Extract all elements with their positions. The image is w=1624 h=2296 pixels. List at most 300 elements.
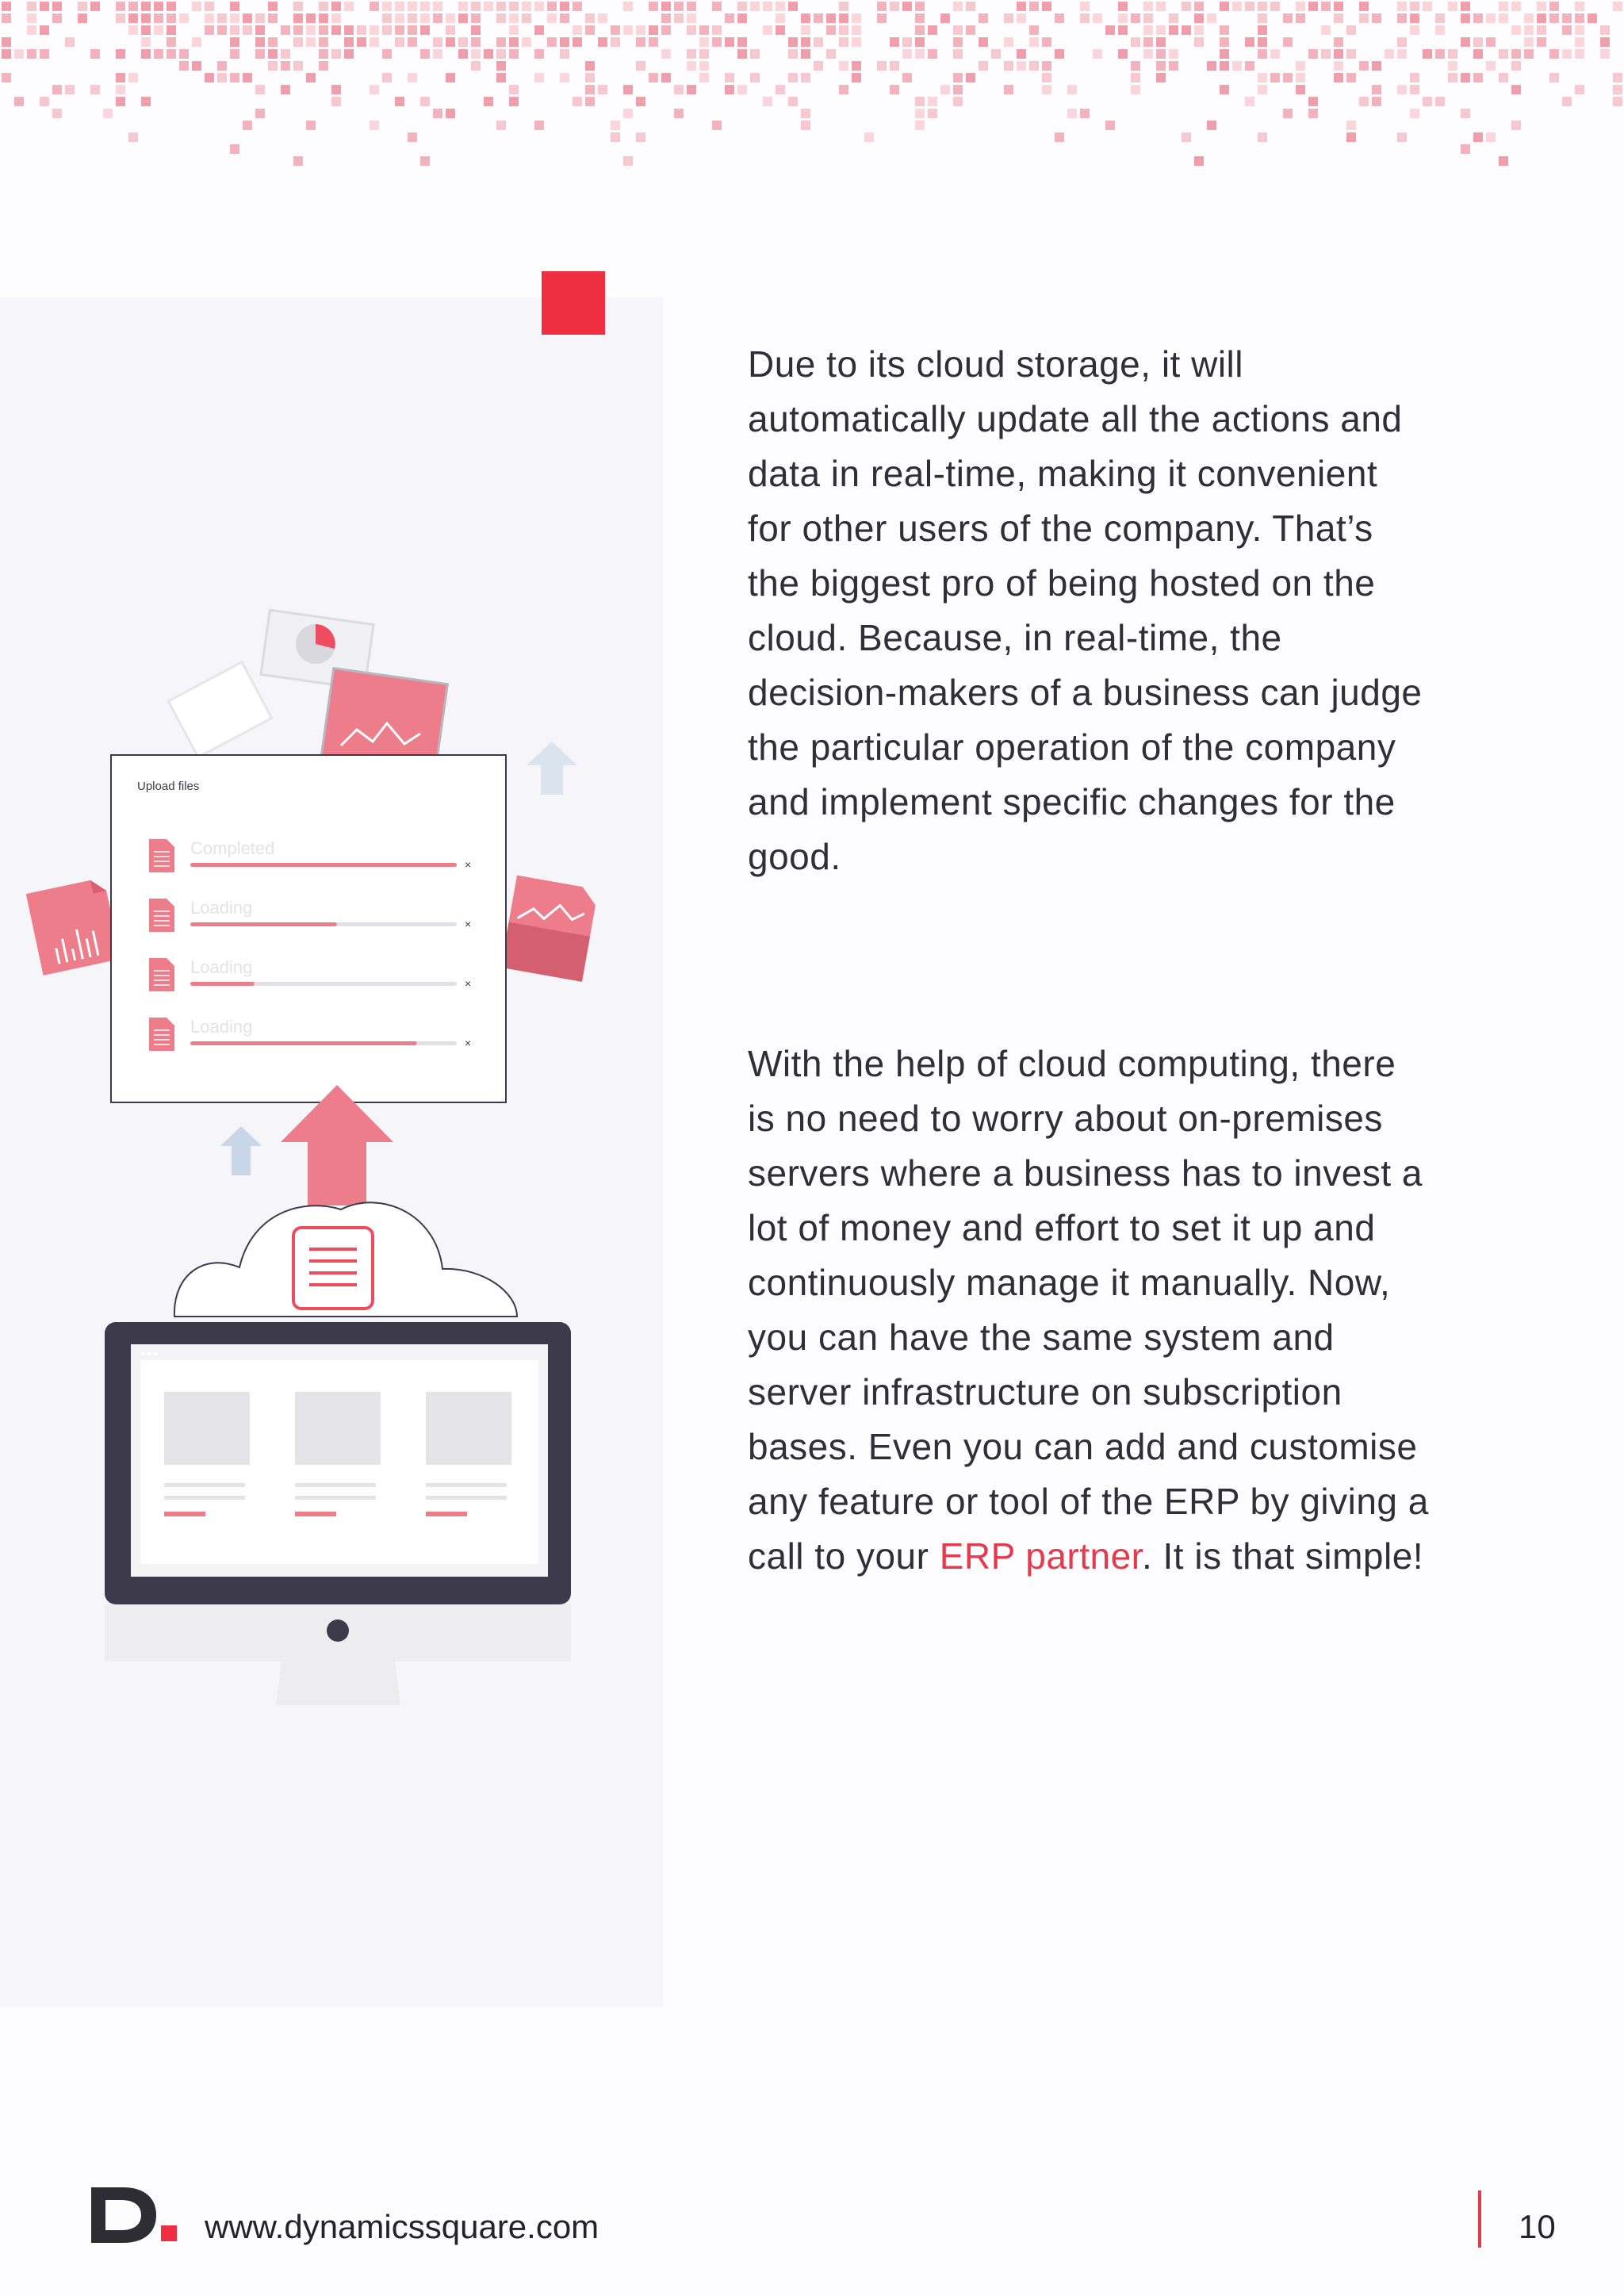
upload-status-label: Loading [190,957,253,977]
pixel-square [1524,13,1534,23]
pixel-square [725,13,734,23]
pixel-square [331,25,341,35]
progress-fill [190,863,457,867]
paragraph-text [748,1037,1430,1584]
pixel-square [1258,73,1267,82]
pixel-square [1296,85,1305,94]
pixel-square [623,25,633,35]
pixel-square [560,37,569,47]
pixel-square [1194,37,1204,47]
pixel-square [1308,2,1318,11]
pixel-square [27,2,36,11]
pixel-square [293,2,303,11]
pixel-square [864,132,874,142]
pixel-square [902,37,912,47]
pixel-square [128,13,138,23]
pixel-square [801,73,810,82]
pixel-square [408,132,417,142]
pixel-square [268,61,278,71]
pixel-square [1613,2,1622,11]
pixel-square [1207,13,1216,23]
pixel-square [776,13,785,23]
pixel-square [1499,2,1508,11]
pixel-square [1435,13,1445,23]
pixel-square [52,85,62,94]
pixel-square [1321,49,1331,59]
pixel-square [1042,37,1051,47]
pixel-square [27,13,36,23]
pixel-square [522,37,531,47]
pixel-square [1220,2,1229,11]
pixel-square [1055,13,1064,23]
pixel-square [661,49,671,59]
pixel-square [928,25,937,35]
pixel-square [217,73,227,82]
pixel-square [509,25,519,35]
pixel-square [40,2,49,11]
pixel-square [420,156,430,166]
pixel-square [1486,61,1496,71]
pixel-square [1410,2,1419,11]
pixel-square [890,85,899,94]
pixel-square [293,156,303,166]
pixel-square [319,13,328,23]
pixel-square [1410,109,1419,118]
pixel-square [1258,132,1267,142]
pixel-square [1372,61,1381,71]
pixel-square [623,156,633,166]
pixel-square [1169,61,1178,71]
pixel-square [1118,25,1128,35]
upload-status-label: Completed [190,838,275,858]
pixel-square [1334,37,1343,47]
pixel-square [1194,156,1204,166]
pixel-square [915,25,925,35]
pixel-square [725,85,734,94]
pixel-square [40,49,49,59]
pixel-square [116,97,125,106]
pixel-square [852,13,861,23]
pixel-square [205,73,214,82]
pixel-square [433,37,442,47]
pixel-square [1346,25,1356,35]
pixel-square [1575,85,1584,94]
pixel-square [750,49,760,59]
pixel-square [230,2,239,11]
pixel-square [902,2,912,11]
pixel-square [1499,49,1508,59]
pixel-square [1499,73,1508,82]
pixel-square [1156,73,1166,82]
pixel-square [522,13,531,23]
pixel-square [1461,13,1470,23]
footer-divider [1478,2191,1481,2248]
pixel-square [902,73,912,82]
pixel-square [1118,2,1128,11]
pixel-square [408,13,417,23]
pixel-square [319,2,328,11]
pixel-square [382,13,392,23]
pixel-square [928,109,937,118]
pixel-square [611,25,620,35]
pixel-square [1448,61,1457,71]
pixel-square [699,73,709,82]
screen-card [164,1392,250,1516]
pixel-square [1258,2,1267,11]
pixel-square [725,73,734,82]
pixel-square [915,97,925,106]
pixel-square [1334,61,1343,71]
pixel-square [471,37,481,47]
pixel-square [1600,49,1610,59]
pixel-square [128,132,138,142]
pixel-square [484,49,493,59]
pixel-square [737,49,747,59]
pixel-square [192,2,201,11]
pixel-square [1283,37,1293,47]
pixel-square [1524,25,1534,35]
chart-document-icon [501,876,599,982]
file-icon [149,899,174,932]
pixel-square [1575,49,1584,59]
pixel-square [90,49,100,59]
pixel-square [699,25,709,35]
pixel-square [458,37,468,47]
pixel-square [268,37,278,47]
pixel-square [408,2,417,11]
pixel-square [141,25,151,35]
pixel-square [1537,25,1546,35]
pixel-square [230,37,239,47]
pixel-square [1397,132,1407,142]
pixel-square [331,97,341,106]
pixel-square [1410,85,1419,94]
pixel-square [420,13,430,23]
pixel-square [344,2,354,11]
pixel-square [1308,97,1318,106]
pixel-square [408,25,417,35]
pixel-square [255,49,265,59]
pixel-square [293,37,303,47]
pixel-square [966,25,975,35]
pixel-square [1511,85,1521,94]
pixel-square [1258,85,1267,94]
pixel-square [1549,13,1559,23]
pixel-square [598,13,607,23]
pixel-square [788,2,798,11]
pixel-square [1143,13,1153,23]
pixel-square [1549,49,1559,59]
pixel-square [1194,2,1204,11]
pixel-square [1562,49,1572,59]
pixel-square [1156,37,1166,47]
pixel-square [496,2,506,11]
upload-status-label: Loading [190,1017,253,1037]
pixel-square [2,37,11,47]
pixel-square [370,121,379,130]
pixel-square [687,13,696,23]
pixel-square [585,73,595,82]
pixel-square [116,85,125,94]
pixel-square [534,25,544,35]
upload-status-label: Loading [190,898,253,918]
pixel-square [2,13,11,23]
pixel-square [1156,2,1166,11]
pixel-square [1017,2,1026,11]
pixel-square [585,13,595,23]
pixel-square [750,2,760,11]
pixel-square [433,109,442,118]
pixel-square [1245,2,1254,11]
pixel-square [598,85,607,94]
pixel-square [852,25,861,35]
pixel-square [141,49,151,59]
pixel-square [496,13,506,23]
pixel-square [1131,13,1140,23]
pixel-square [306,25,316,35]
pixel-square [1017,49,1026,59]
pixel-square [649,2,658,11]
pixel-square [1613,73,1622,82]
document-icon [293,1228,373,1309]
pixel-square [687,2,696,11]
pixel-square [281,85,290,94]
pixel-square [979,61,988,71]
pixel-square [331,2,341,11]
pixel-square [699,61,709,71]
pixel-square [1220,61,1229,71]
pixel-square [433,13,442,23]
pixel-square [953,85,963,94]
pixel-square [509,97,519,106]
pixel-square [573,97,582,106]
pixel-square [141,2,151,11]
pixel-square [382,73,392,82]
pixel-square [1423,49,1432,59]
pixel-square [255,25,265,35]
pixel-square [382,25,392,35]
pixel-square [1524,37,1534,47]
pixel-square [230,25,239,35]
pixel-square [1093,49,1102,59]
pixel-square [471,2,481,11]
pixel-square [1118,49,1128,59]
paragraph-text-before-link: With the help of cloud computing, there is no need to worry about on-premises servers where a business has to invest a lot of money and effort to set it up and continuously manage it manually. Now, you can have the same system and server infrastructure on subscription bases. Even you can add and customise any feature or tool of the ERP by giving a call to your [748,1043,1429,1577]
pixel-square [661,13,671,23]
pixel-square [331,13,341,23]
pixel-square [1118,13,1128,23]
pixel-square [687,49,696,59]
pixel-square [154,13,163,23]
pixel-square [953,2,963,11]
pixel-square [243,73,252,82]
pixel-square [928,97,937,106]
pixel-square [1461,109,1470,118]
pixel-square [154,49,163,59]
pixel-square [674,2,684,11]
pixel-square [1372,97,1381,106]
pixel-square [293,13,303,23]
pixel-square [953,73,963,82]
body-paragraph-2 [748,1037,1430,1584]
arrow-up-icon [220,1126,262,1175]
pixel-square [1435,25,1445,35]
pixel-square [395,25,404,35]
pixel-square [649,73,658,82]
pixel-square [1397,37,1407,47]
pixel-square [611,37,620,47]
pixel-square [560,13,569,23]
pixel-square [801,121,810,130]
pixel-square [560,2,569,11]
pixel-square [382,2,392,11]
pixel-square [1549,73,1559,82]
close-icon[interactable]: × [465,1037,472,1049]
pixel-square [1461,144,1470,154]
pixel-square [611,132,620,142]
pixel-square [1220,25,1229,35]
close-icon[interactable]: × [465,977,472,990]
pixel-square [814,13,823,23]
blank-sheet [168,662,271,757]
close-icon[interactable]: × [465,918,472,930]
pixel-square [687,61,696,71]
pixel-square [205,25,214,35]
pixel-square [826,25,836,35]
pixel-square [915,13,925,23]
pixel-square [1258,13,1267,23]
pixel-square [395,2,404,11]
pixel-square [560,49,569,59]
pixel-square [1511,121,1521,130]
pixel-square [458,49,468,59]
pixel-square [1296,73,1305,82]
pixel-square [420,97,430,106]
pixel-square [737,13,747,23]
pixel-square [636,97,645,106]
pixel-square [1220,49,1229,59]
pixel-square [852,73,861,82]
pixel-square [1537,2,1546,11]
pixel-square [331,85,341,94]
pixel-square [1448,49,1457,59]
pixel-square [496,121,506,130]
pixel-square [1270,73,1280,82]
pixel-square [1169,49,1178,59]
pixel-square [1524,49,1534,59]
pixel-square [1359,97,1369,106]
pixel-square [623,2,633,11]
pixel-square [839,13,848,23]
pixel-square [674,85,684,94]
pixel-square [509,49,519,59]
paragraph-text-after-link: . It is that simple! [1141,1535,1424,1577]
pixel-square [2,2,11,11]
pixel-square [52,13,62,23]
pixel-square [623,85,633,94]
cloud-upload-illustration [16,587,619,1713]
pixel-square [1029,61,1039,71]
file-icon [149,1018,174,1051]
pixel-square [979,37,988,47]
pixel-square [458,13,468,23]
pixel-square [737,85,747,94]
progress-fill [190,922,337,926]
progress-fill [190,982,255,986]
erp-partner-link[interactable]: ERP partner [939,1535,1142,1577]
pixel-square [1461,2,1470,11]
pixel-square [52,109,62,118]
pixel-square [560,73,569,82]
pixel-square [788,49,798,59]
pixel-square [534,49,544,59]
pixel-square [230,13,239,23]
pixel-square [547,13,557,23]
pixel-square [509,85,519,94]
progress-fill [190,1041,417,1045]
pixel-square [471,61,481,71]
pixel-square [116,2,125,11]
pixel-square [915,109,925,118]
pixel-square [1169,13,1178,23]
pixel-square [737,37,747,47]
pixel-square [1131,61,1140,71]
pixel-square [852,61,861,71]
pixel-square [1359,61,1369,71]
pixel-square [915,2,925,11]
pixel-square [1461,37,1470,47]
pixel-square [712,2,722,11]
pixel-square [661,73,671,82]
pixel-square [1321,2,1331,11]
close-icon[interactable]: × [465,858,472,871]
pixel-square [1473,13,1483,23]
pixel-square [547,37,557,47]
pixel-square [27,25,36,35]
pixel-square [255,37,265,47]
pixel-square [230,73,239,82]
pixel-square [573,25,582,35]
pixel-square [1169,25,1178,35]
pixel-square [167,25,176,35]
pixel-square [179,61,189,71]
pixel-square [1575,13,1584,23]
pixel-square [52,2,62,11]
pixel-square [1588,13,1597,23]
pixel-square [1575,25,1584,35]
pixel-square [1334,73,1343,82]
pixel-square [649,37,658,47]
pixel-square [128,25,138,35]
pixel-square [661,2,671,11]
pixel-square [167,2,176,11]
pixel-square [801,37,810,47]
pixel-square [750,73,760,82]
pixel-square [1499,13,1508,23]
pixel-square [1486,37,1496,47]
pixel-square [205,2,214,11]
pixel-square [522,2,531,11]
pixel-square [496,61,506,71]
pixel-square [801,25,810,35]
pixel-square [1080,13,1090,23]
pixel-square [839,37,848,47]
pixel-square [1334,13,1343,23]
arrow-up-icon [527,742,577,795]
pixel-square [395,97,404,106]
pixel-square [1004,85,1013,94]
pixel-square [1131,37,1140,47]
